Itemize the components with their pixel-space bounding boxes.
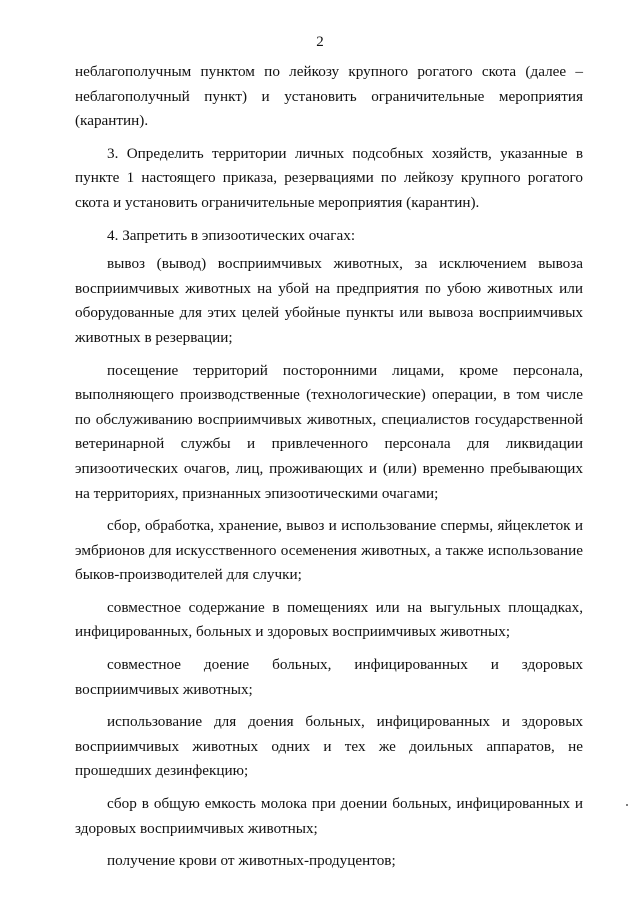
document-body [75, 60, 583, 882]
prohibition-joint-milking: совместное доение больных, инфицированных и здоровых восприимчивых животных; [75, 656, 583, 698]
prohibition-sperm-collection: сбор, обработка, хранение, вывоз и использование спермы, яйцеклеток и эмбрионов для искусственного осеменения животных, а также использование быков-производителей для случки; [75, 517, 583, 584]
prohibition-common-milk-container: сбор в общую емкость молока при доении больных, инфицированных и здоровых восприимчивых животных; [75, 795, 583, 837]
prohibition-blood-collection: получение крови от животных-продуцентов; [107, 852, 396, 870]
prohibition-shared-milking-machines: использование для доения больных, инфицированных и здоровых восприимчивых животных одних и тех же доильных аппаратов, не прошедших дезинфекцию; [75, 713, 583, 780]
prohibition-visits: посещение территорий посторонними лицами, кроме персонала, выполняющего производственные (технологические) операции, в том числе по обслуживанию восприимчивых животных, специалистов государственной ветеринарной службы и привлеченного персонала для ликвидации эпизоотических очагов, лиц, проживающих и (или) временно пребывающих на территориях, признанных эпизоотическими очагами; [75, 361, 583, 502]
page-number: 2 [316, 34, 324, 50]
prohibition-joint-keeping: совместное содержание в помещениях или на выгульных площадках, инфицированных, больных и здоровых восприимчивых животных; [75, 598, 583, 641]
scan-speck [626, 804, 628, 806]
paragraph-item-3: 3. Определить территории личных подсобных хозяйств, указанные в пункте 1 настоящего приказа, резервациями по лейкозу крупного рогатого скота и установить ограничительные мероприятия (карантин). [75, 144, 583, 211]
prohibition-export-animals: вывоз (вывод) восприимчивых животных, за исключением вывоза восприимчивых животных на убой на предприятия по убою животных или оборудованные для этих целей убойные пункты или вывоза восприимчивых животных в резервации; [75, 255, 583, 346]
paragraph-continuation: неблагополучным пунктом по лейкозу крупного рогатого скота (далее – неблагополучный пункт) и установить ограничительные мероприятия (карантин). [75, 63, 583, 130]
paragraph-item-4: 4. Запретить в эпизоотических очагах: [107, 226, 356, 244]
